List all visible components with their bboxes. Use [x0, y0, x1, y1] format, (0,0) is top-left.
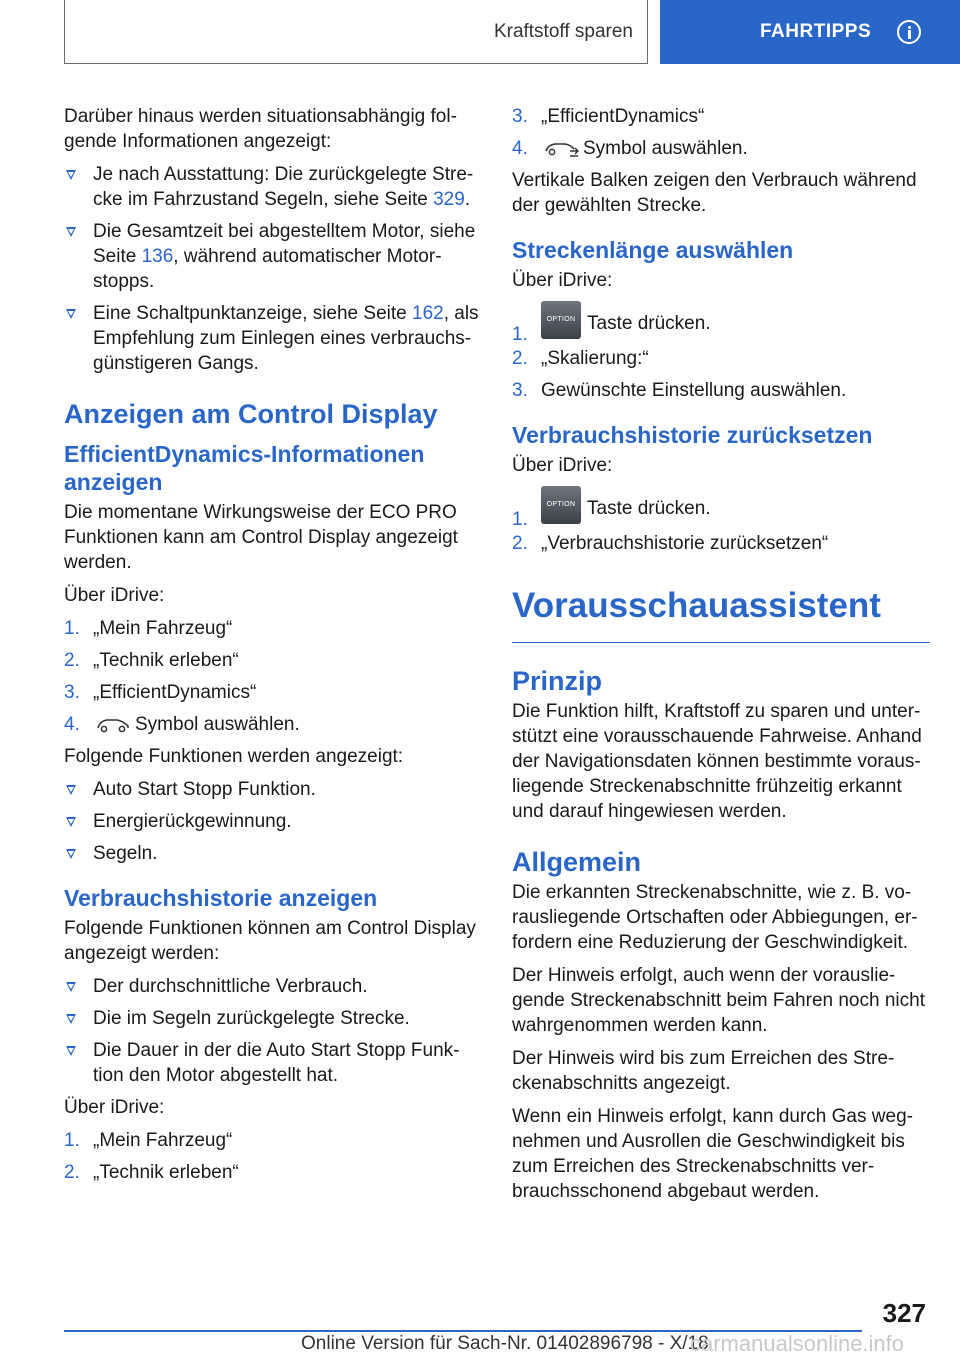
step-text: „Mein Fahrzeug“ — [93, 1130, 233, 1151]
step-text: Symbol auswählen. — [135, 714, 300, 735]
page-ref-link[interactable]: 329 — [433, 189, 465, 210]
step-number: 4. — [64, 714, 80, 735]
functions-bullet-list — [64, 777, 482, 866]
list-item — [512, 104, 930, 129]
list-item — [64, 680, 482, 705]
subsection-heading: EfficientDynamics-Informationen anzeigen — [64, 441, 425, 495]
steps-list — [512, 104, 930, 161]
list-item — [64, 712, 482, 737]
step-number: 2. — [64, 1162, 80, 1183]
car-history-symbol-icon — [543, 140, 579, 158]
step-text: „Technik erleben“ — [93, 1162, 239, 1183]
list-item — [512, 301, 930, 345]
triangle-bullet-icon — [66, 982, 76, 992]
triangle-bullet-icon — [66, 170, 76, 180]
car-symbol-icon — [95, 716, 131, 734]
option-button-icon: OPTION — [541, 486, 581, 524]
step-text: „EfficientDynamics“ — [93, 682, 257, 703]
paragraph: Über iDrive: — [512, 455, 613, 476]
paragraph: Wenn ein Hinweis erfolgt, kann durch Gas wegnehmen und Ausrollen die Geschwindigkeit bis zum Erreichen des Streckenabschnitts verbrauchsschonend abgebaut werden. — [512, 1106, 913, 1202]
history-bullet-list — [64, 974, 482, 1088]
bullet-text: Die im Segeln zurückgelegte Strecke. — [93, 1008, 410, 1029]
list-item — [512, 486, 930, 530]
triangle-bullet-icon — [66, 785, 76, 795]
list-item — [512, 531, 930, 556]
left-column — [64, 104, 482, 1192]
step-number: 3. — [512, 380, 528, 401]
subsection-heading: Verbrauchshistorie zurücksetzen — [512, 422, 873, 448]
chapter-heading: Vorausschauassistent — [512, 584, 930, 643]
header-chapter-title: FAHRTIPPS — [760, 21, 872, 42]
list-item — [512, 378, 930, 403]
step-text: Taste drücken. — [587, 313, 711, 335]
header-section-tab — [64, 0, 648, 64]
info-bullet-list — [64, 162, 482, 376]
footer-online-version: Online Version für Sach-Nr. 01402896798 - X/18 — [301, 1333, 709, 1354]
right-column — [512, 104, 930, 1212]
step-number: 1. — [512, 324, 528, 345]
step-number: 3. — [64, 682, 80, 703]
list-item — [512, 136, 930, 161]
bullet-text: Der durchschnittliche Verbrauch. — [93, 976, 368, 997]
paragraph: Über iDrive: — [64, 585, 165, 606]
triangle-bullet-icon — [66, 817, 76, 827]
step-text: Symbol auswählen. — [583, 138, 748, 159]
bullet-text: Eine Schaltpunktanzeige, siehe Seite — [93, 303, 412, 324]
paragraph: Der Hinweis erfolgt, auch wenn der vorausliegende Streckenabschnitt beim Fahren noch nicht wahrgenommen werden kann. — [512, 965, 925, 1036]
paragraph: Die momentane Wirkungsweise der ECO PRO Funktionen kann am Control Display angezeigt werden. — [64, 502, 458, 573]
step-text: Taste drücken. — [587, 498, 711, 520]
list-item — [64, 301, 482, 376]
list-item — [64, 616, 482, 641]
subsection-heading: Streckenlänge auswählen — [512, 237, 794, 263]
list-item — [64, 809, 482, 834]
triangle-bullet-icon — [66, 227, 76, 237]
step-number: 2. — [512, 348, 528, 369]
paragraph: Über iDrive: — [512, 270, 613, 291]
triangle-bullet-icon — [66, 1046, 76, 1056]
section-heading: Prinzip — [512, 666, 603, 696]
bullet-text: Segeln. — [93, 843, 158, 864]
header-chapter-tab — [660, 0, 960, 64]
step-text: Gewünschte Einstellung auswählen. — [541, 380, 847, 401]
bullet-text: , als Empfehlung zum Einlegen eines verbrauchsgünstigeren Gangs. — [93, 303, 479, 374]
option-button-icon: OPTION — [541, 301, 581, 339]
page-ref-link[interactable]: 136 — [141, 246, 174, 267]
list-item — [64, 648, 482, 673]
step-number: 1. — [64, 1130, 80, 1151]
paragraph: Der Hinweis wird bis zum Erreichen des Streckenabschnitts angezeigt. — [512, 1048, 895, 1094]
list-item — [64, 219, 482, 294]
list-item — [64, 841, 482, 866]
paragraph: Folgende Funktionen können am Control Display angezeigt werden: — [64, 918, 476, 964]
triangle-bullet-icon — [66, 849, 76, 859]
paragraph: Über iDrive: — [64, 1097, 165, 1118]
steps-list — [64, 616, 482, 737]
info-icon — [897, 20, 921, 44]
list-item — [64, 974, 482, 999]
list-item — [64, 1160, 482, 1185]
page-number: 327 — [882, 1298, 926, 1328]
watermark: carmanualsonline.info — [690, 1331, 905, 1356]
list-item — [64, 777, 482, 802]
step-number: 2. — [512, 533, 528, 554]
list-item — [64, 1038, 482, 1088]
paragraph: Folgende Funktionen werden angezeigt: — [64, 746, 404, 767]
intro-text: Darüber hinaus werden situationsabhängig folgende Informationen angezeigt: — [64, 106, 457, 152]
subsection-heading: Verbrauchshistorie anzeigen — [64, 885, 378, 911]
bullet-text: . — [464, 189, 471, 210]
step-number: 3. — [512, 106, 528, 127]
bullet-text: Energierückgewinnung. — [93, 811, 292, 832]
paragraph: Vertikale Balken zeigen den Verbrauch während der gewählten Strecke. — [512, 170, 917, 216]
bullet-text: Die Dauer in der die Auto Start Stopp Funktion den Motor abgestellt hat. — [93, 1040, 460, 1086]
header-section-title: Kraftstoff sparen — [493, 20, 633, 42]
bullet-text: , während automatischer Motorstopps. — [93, 246, 442, 292]
list-item — [512, 346, 930, 371]
step-text: „Technik erleben“ — [93, 650, 239, 671]
triangle-bullet-icon — [66, 1014, 76, 1024]
step-number: 1. — [512, 509, 528, 530]
step-text: „Verbrauchshistorie zurücksetzen“ — [541, 533, 829, 554]
step-number: 1. — [64, 618, 80, 639]
paragraph: Die erkannten Streckenabschnitte, wie z. B. vorausliegende Ortschaften oder Abbiegungen, erfordern eine Reduzierung der Geschwindigkeit. — [512, 882, 918, 953]
list-item — [64, 162, 482, 212]
section-heading: Allgemein — [512, 847, 642, 877]
list-item — [64, 1006, 482, 1031]
bullet-text: Die Gesamtzeit bei abgestelltem Motor, siehe Seite — [93, 221, 476, 267]
section-heading: Anzeigen am Control Display — [64, 399, 438, 429]
bullet-text: Je nach Ausstattung: Die zurückgelegte Strecke im Fahrzustand Segeln, siehe Seite — [93, 164, 474, 210]
list-item — [64, 1128, 482, 1153]
step-text: „EfficientDynamics“ — [541, 106, 705, 127]
steps-list — [512, 486, 930, 556]
bullet-text: Auto Start Stopp Funktion. — [93, 779, 316, 800]
steps-list — [512, 301, 930, 403]
step-text: „Skalierung:“ — [541, 348, 649, 369]
page-ref-link[interactable]: 162 — [412, 303, 444, 324]
paragraph: Die Funktion hilft, Kraftstoff zu sparen und unterstützt eine vorausschauende Fahrweise. Anhand der Navigationsdaten können bestimmte vorausliegende Streckenabschnitte frühzeitig erkannt und darauf hingewiesen werden. — [512, 701, 922, 822]
steps-list — [64, 1128, 482, 1185]
triangle-bullet-icon — [66, 309, 76, 319]
step-number: 4. — [512, 138, 528, 159]
step-text: „Mein Fahrzeug“ — [93, 618, 233, 639]
step-number: 2. — [64, 650, 80, 671]
